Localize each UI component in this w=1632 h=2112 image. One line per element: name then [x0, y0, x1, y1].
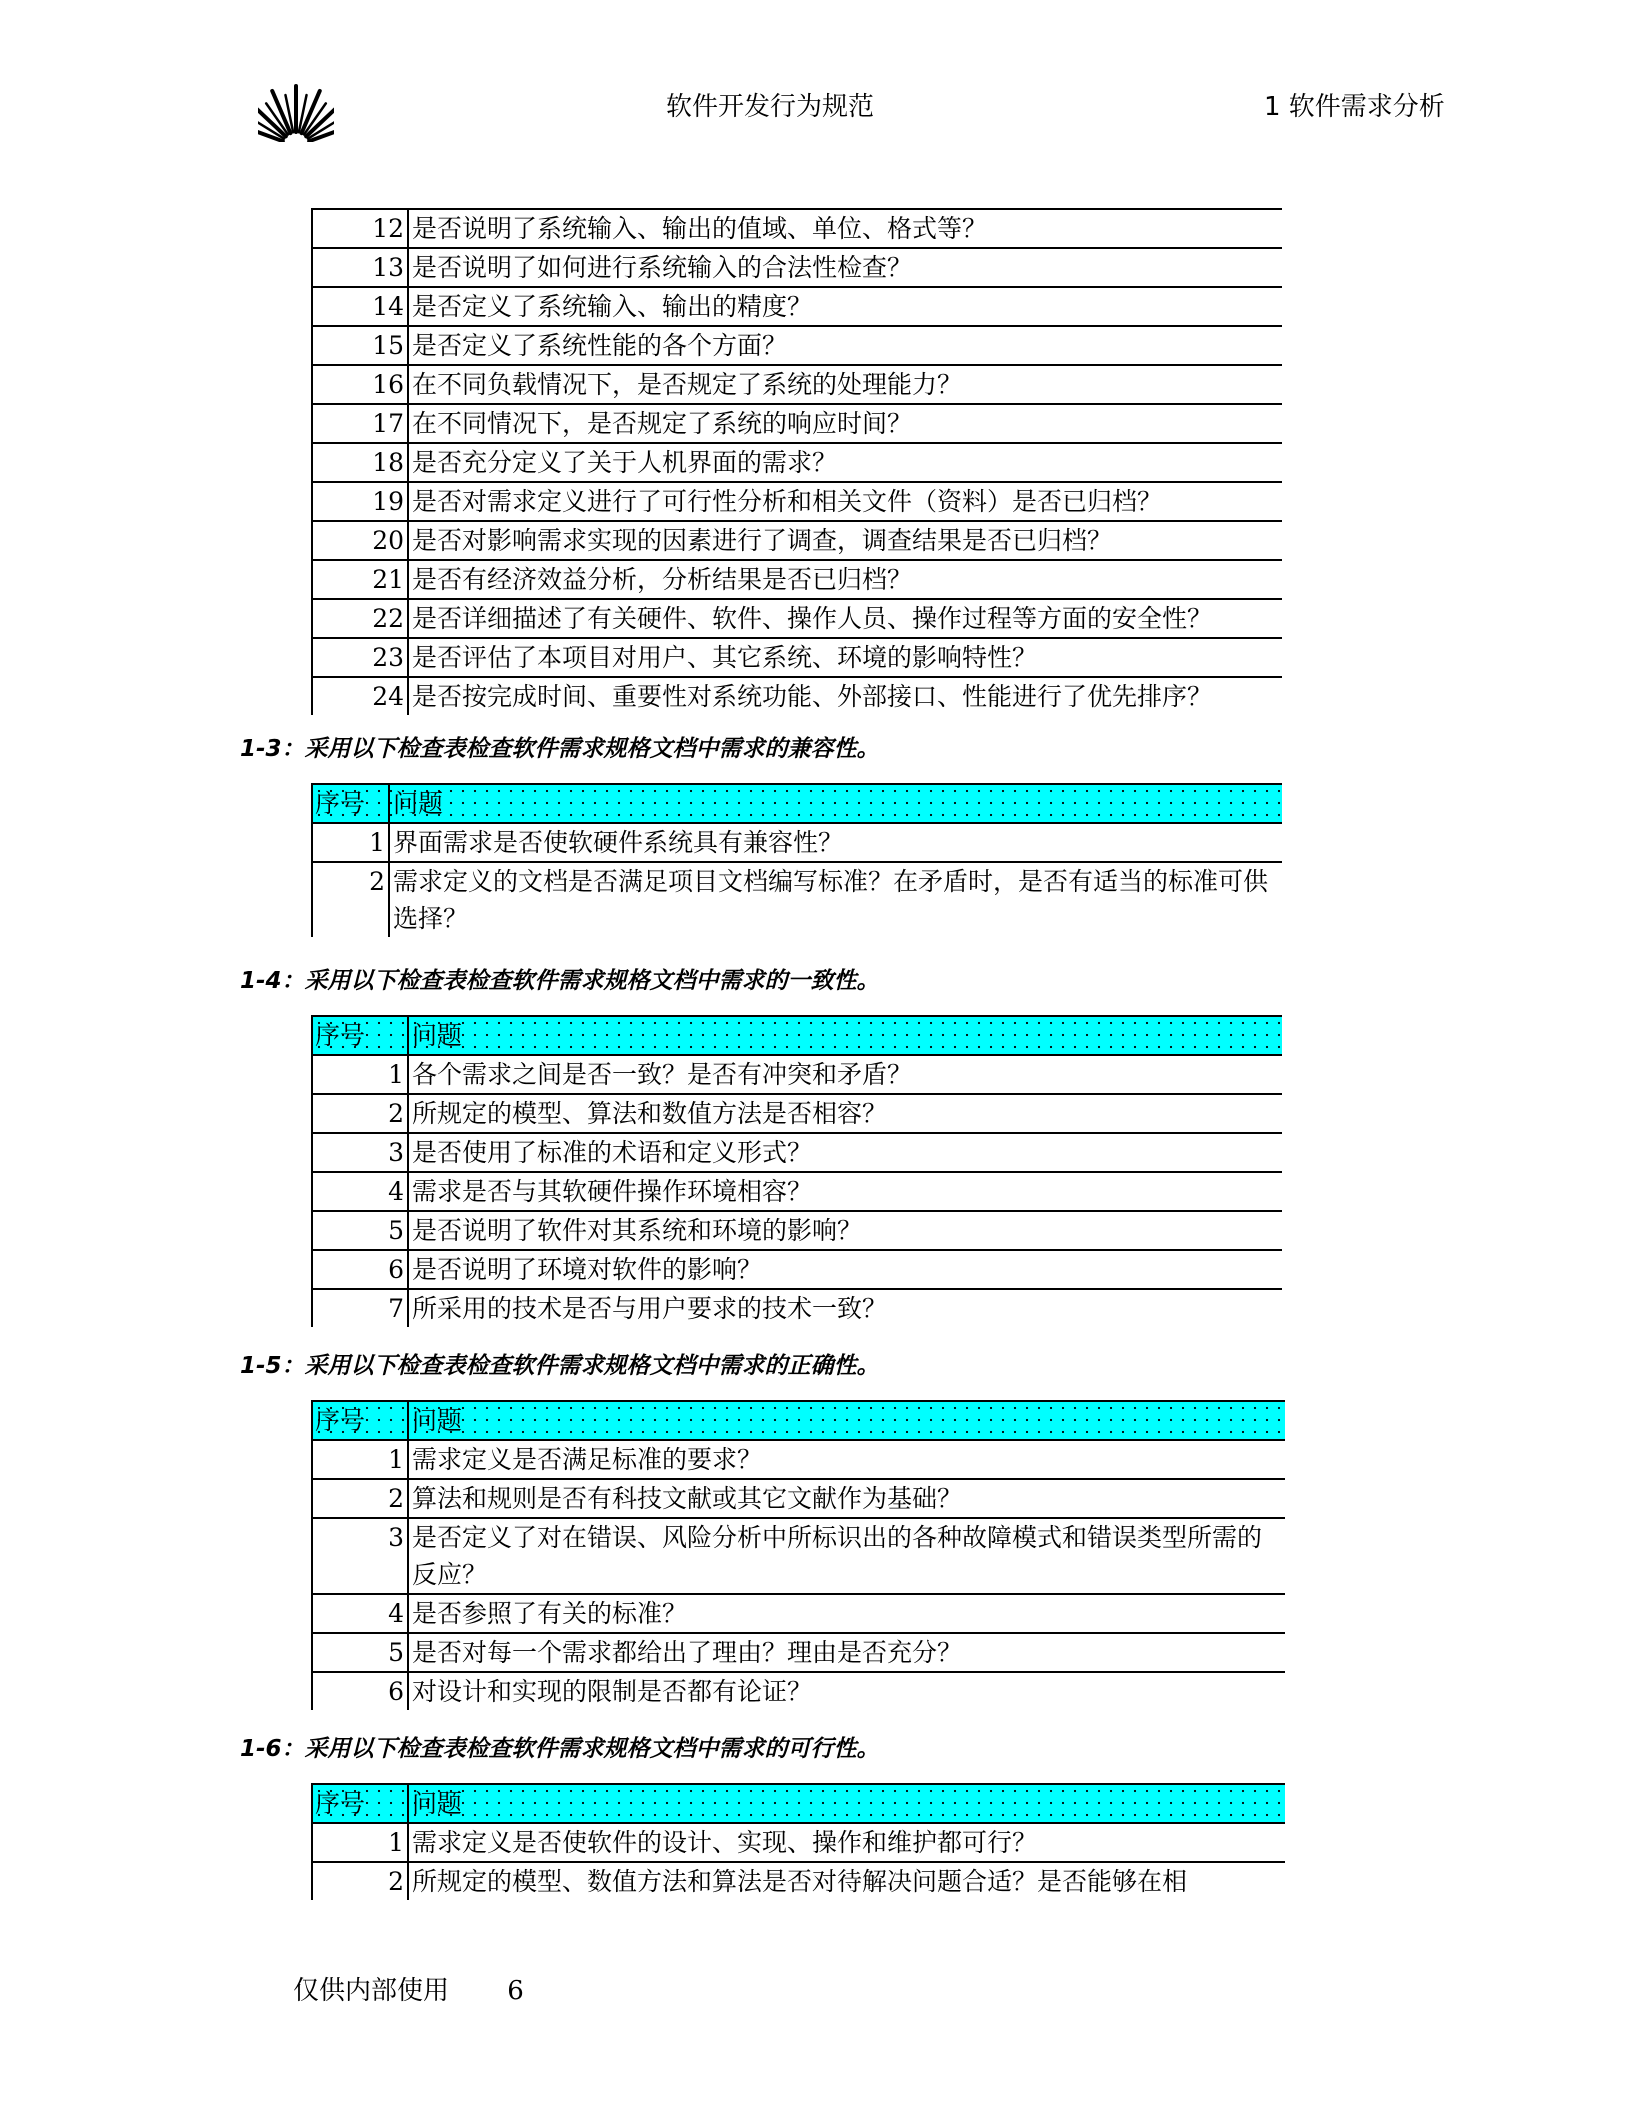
company-logo [258, 82, 334, 142]
table-row [313, 1132, 1282, 1171]
table-row [313, 208, 1282, 247]
table-row [313, 442, 1282, 481]
row-question: 在不同情况下，是否规定了系统的响应时间？ [412, 409, 913, 438]
row-number: 15 [313, 327, 409, 364]
table-row [313, 1861, 1285, 1900]
row-number: 22 [313, 600, 409, 637]
table-row [313, 861, 1282, 937]
page-number: 6 [507, 1976, 524, 2006]
row-number: 23 [313, 639, 409, 676]
header-num: 序号 [313, 1785, 409, 1822]
table-row [313, 1517, 1285, 1593]
row-question: 是否对影响需求实现的因素进行了调查，调查结果是否已归档？ [412, 526, 1113, 555]
row-number: 4 [313, 1173, 409, 1210]
table-row [313, 1054, 1282, 1093]
row-number: 2 [313, 1095, 409, 1132]
row-number: 4 [313, 1595, 409, 1632]
table-row [313, 1822, 1285, 1861]
row-question: 是否说明了软件对其系统和环境的影响？ [412, 1216, 863, 1245]
row-number: 17 [313, 405, 409, 442]
table-row [313, 1439, 1285, 1478]
row-question: 需求定义是否满足标准的要求？ [412, 1445, 763, 1474]
row-number: 6 [313, 1673, 409, 1710]
row-question: 是否定义了对在错误、风险分析中所标识出的各种故障模式和错误类型所需的反应？ [412, 1523, 1263, 1589]
row-number: 24 [313, 678, 409, 715]
row-number: 1 [313, 1441, 409, 1478]
row-number: 20 [313, 522, 409, 559]
section-heading-consistency: 1-4：采用以下检查表检查软件需求规格文档中需求的一致性。 [240, 968, 880, 994]
row-question: 各个需求之间是否一致？是否有冲突和矛盾？ [412, 1060, 913, 1089]
table-row [313, 559, 1282, 598]
checklist-table-correctness [311, 1400, 1285, 1710]
footer [293, 1970, 524, 2007]
row-question: 在不同负载情况下，是否规定了系统的处理能力？ [412, 370, 963, 399]
row-question: 是否充分定义了关于人机界面的需求？ [412, 448, 838, 477]
row-number: 18 [313, 444, 409, 481]
section-heading-feasibility: 1-6：采用以下检查表检查软件需求规格文档中需求的可行性。 [240, 1736, 880, 1762]
row-number: 14 [313, 288, 409, 325]
row-question: 是否使用了标准的术语和定义形式？ [412, 1138, 813, 1167]
row-number: 19 [313, 483, 409, 520]
row-question: 是否详细描述了有关硬件、软件、操作人员、操作过程等方面的安全性？ [412, 604, 1213, 633]
checklist-table-continued [311, 208, 1282, 715]
table-row [313, 1093, 1282, 1132]
table-row [313, 1171, 1282, 1210]
row-question: 是否有经济效益分析，分析结果是否已归档？ [412, 565, 913, 594]
row-question: 是否定义了系统输入、输出的精度？ [412, 292, 813, 321]
row-question: 是否说明了如何进行系统输入的合法性检查？ [412, 253, 913, 282]
table-row [313, 1478, 1285, 1517]
header-title: 软件开发行为规范 [666, 92, 875, 122]
row-number: 2 [313, 1863, 409, 1900]
table-row [313, 403, 1282, 442]
section-heading-compatibility: 1-3：采用以下检查表检查软件需求规格文档中需求的兼容性。 [240, 736, 880, 762]
checklist-table-consistency [311, 1015, 1282, 1327]
row-question: 是否说明了系统输入、输出的值域、单位、格式等？ [412, 214, 988, 243]
row-question: 是否评估了本项目对用户、其它系统、环境的影响特性？ [412, 643, 1038, 672]
row-number: 1 [313, 1056, 409, 1093]
table-row [313, 520, 1282, 559]
table-header-row [313, 1015, 1282, 1054]
table-row [313, 1210, 1282, 1249]
row-question: 是否定义了系统性能的各个方面？ [412, 331, 788, 360]
header-question: 问题 [412, 1789, 463, 1818]
table-row [313, 1249, 1282, 1288]
table-row [313, 325, 1282, 364]
header-num: 序号 [313, 1402, 409, 1439]
row-question: 是否对需求定义进行了可行性分析和相关文件（资料）是否已归档？ [412, 487, 1163, 516]
row-number: 2 [313, 1480, 409, 1517]
header-num: 序号 [313, 1017, 409, 1054]
table-row [313, 247, 1282, 286]
row-number: 5 [313, 1212, 409, 1249]
table-row [313, 1593, 1285, 1632]
row-question: 所规定的模型、算法和数值方法是否相容？ [412, 1099, 888, 1128]
row-number: 1 [313, 1824, 409, 1861]
row-question: 是否对每一个需求都给出了理由？理由是否充分？ [412, 1638, 963, 1667]
table-row [313, 598, 1282, 637]
row-number: 3 [313, 1134, 409, 1171]
row-question: 需求是否与其软硬件操作环境相容？ [412, 1177, 813, 1206]
table-row [313, 364, 1282, 403]
section-heading-correctness: 1-5：采用以下检查表检查软件需求规格文档中需求的正确性。 [240, 1353, 880, 1379]
row-number: 3 [313, 1519, 409, 1593]
table-row [313, 1671, 1285, 1710]
checklist-table-feasibility [311, 1783, 1285, 1900]
row-question: 算法和规则是否有科技文献或其它文献作为基础？ [412, 1484, 963, 1513]
row-question: 是否说明了环境对软件的影响？ [412, 1255, 763, 1284]
row-number: 6 [313, 1251, 409, 1288]
table-row [313, 822, 1282, 861]
header-num: 序号 [313, 785, 390, 822]
row-question: 需求定义的文档是否满足项目文档编写标准？在矛盾时，是否有适当的标准可供选择？ [393, 867, 1269, 933]
row-number: 12 [313, 210, 409, 247]
footer-text: 仅供内部使用 [293, 1976, 450, 2006]
row-number: 21 [313, 561, 409, 598]
table-row [313, 637, 1282, 676]
row-number: 16 [313, 366, 409, 403]
table-row [313, 481, 1282, 520]
row-number: 1 [313, 824, 390, 861]
row-question: 所规定的模型、数值方法和算法是否对待解决问题合适？是否能够在相 [412, 1867, 1188, 1896]
row-number: 7 [313, 1290, 409, 1327]
table-row [313, 286, 1282, 325]
row-question: 是否参照了有关的标准？ [412, 1599, 688, 1628]
row-question: 对设计和实现的限制是否都有论证？ [412, 1677, 813, 1706]
table-row [313, 1288, 1282, 1327]
header-chapter: 1 软件需求分析 [1264, 92, 1445, 122]
table-header-row [313, 1783, 1285, 1822]
header-question: 问题 [412, 1406, 463, 1435]
row-number: 13 [313, 249, 409, 286]
row-question: 界面需求是否使软硬件系统具有兼容性？ [393, 828, 844, 857]
table-header-row [313, 783, 1282, 822]
row-question: 是否按完成时间、重要性对系统功能、外部接口、性能进行了优先排序？ [412, 682, 1213, 711]
row-number: 2 [313, 863, 390, 937]
row-question: 所采用的技术是否与用户要求的技术一致？ [412, 1294, 888, 1323]
row-number: 5 [313, 1634, 409, 1671]
table-row [313, 676, 1282, 715]
header-question: 问题 [393, 789, 444, 818]
header-question: 问题 [412, 1021, 463, 1050]
table-row [313, 1632, 1285, 1671]
row-question: 需求定义是否使软件的设计、实现、操作和维护都可行？ [412, 1828, 1038, 1857]
checklist-table-compatibility [311, 783, 1282, 937]
table-header-row [313, 1400, 1285, 1439]
